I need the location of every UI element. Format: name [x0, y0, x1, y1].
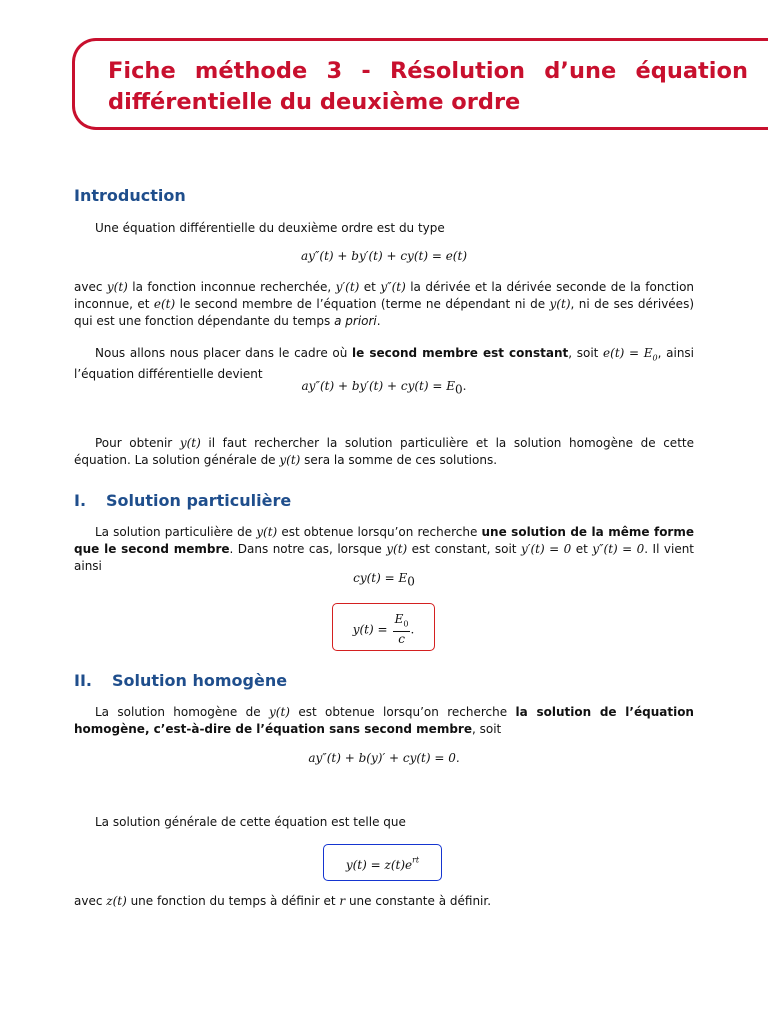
page-title — [108, 56, 748, 118]
equation-general — [74, 249, 694, 263]
equation-constant — [74, 379, 694, 396]
section-heading-introduction: Introduction — [74, 186, 186, 205]
title-line-2: différentielle du deuxième ordre — [108, 89, 521, 115]
italic-a-priori: a priori — [334, 314, 377, 328]
text-span: avec — [74, 894, 107, 908]
math-r: r — [339, 894, 346, 908]
text-span: La solution homogène de — [95, 705, 269, 719]
intro-paragraph-3 — [74, 345, 694, 383]
superscript-rt: rt — [412, 855, 420, 865]
text-span: une fonction du temps à définir et — [126, 894, 340, 908]
subscript-0: 0 — [652, 353, 658, 363]
math-e-equals-e0 — [603, 346, 658, 363]
intro-paragraph-1 — [74, 220, 694, 237]
section-number: I. — [74, 491, 87, 510]
text-span: et — [571, 542, 593, 556]
math-ypp-zero: y″(t) = 0 — [592, 542, 645, 556]
text-span: . Dans notre cas, lorsque — [229, 542, 387, 556]
text-span: Pour obtenir — [95, 436, 180, 450]
title-line-1: Fiche méthode 3 - Résolution d’une équation — [108, 58, 748, 84]
math-yt: y(t) — [179, 436, 201, 450]
text-span: est constant, soit — [407, 542, 521, 556]
text-span: La solution particulière de — [95, 525, 257, 539]
math-yt: y(t) — [549, 297, 571, 311]
fraction-numerator — [393, 612, 411, 632]
intro-paragraph-2 — [74, 279, 694, 330]
text-span: une constante à définir. — [345, 894, 492, 908]
numerator-e: E — [394, 612, 404, 626]
bold-constant-second-member: le second membre est constant — [352, 346, 569, 360]
text-span: est obtenue lorsqu’on recherche — [289, 705, 516, 719]
formula-text: y(t) = z(t)e — [345, 858, 413, 872]
section-heading-solution-homogene — [74, 671, 287, 690]
bold-homogeneous: la solution de l’équation homogène, c’est-à-dire de l’équation sans second membre — [74, 705, 694, 736]
equation-constant-text: ay″(t) + by′(t) + cy(t) = E — [301, 379, 455, 393]
section-heading-solution-particuliere — [74, 491, 291, 510]
text-span: sera la somme de ces solutions. — [300, 453, 498, 467]
text-span: , ainsi l’équation différentielle devient — [74, 346, 695, 382]
subscript-0: 0 — [403, 619, 409, 629]
section1-paragraph — [74, 524, 694, 575]
section-title: Solution homogène — [112, 671, 288, 690]
fraction-denominator: c — [398, 632, 405, 647]
math-yt: y(t) — [279, 453, 301, 467]
equation-homogeneous-text: ay″(t) + b(y)′ + cy(t) = 0. — [308, 751, 460, 765]
math-ypp: y″(t) — [380, 280, 406, 294]
text-span: Nous allons nous placer dans le cadre où — [95, 346, 353, 360]
text-span: et — [359, 280, 381, 294]
section-number: II. — [74, 671, 92, 690]
math-yt: y(t) — [256, 525, 278, 539]
text-span: . — [376, 314, 381, 328]
text-span: . Il vient ainsi — [74, 542, 695, 573]
text-span: , soit — [471, 722, 502, 736]
text-span: La solution générale de cette équation est telle que — [95, 815, 406, 829]
math-et: e(t) — [153, 297, 176, 311]
text-span: , ni de ses dérivées) qui est une fonction dépendante du temps — [74, 297, 694, 328]
section2-paragraph-2 — [74, 814, 694, 831]
text-span: le second membre de l’équation (terme ne dépendant ni de — [175, 297, 550, 311]
text-span: avec — [74, 280, 107, 294]
math-e-eq: e(t) = E — [603, 346, 653, 360]
math-yp: y′(t) — [335, 280, 360, 294]
text-span: la fonction inconnue recherchée, — [127, 280, 336, 294]
math-yp-zero: y′(t) = 0 — [520, 542, 572, 556]
result-box-homogeneous — [323, 844, 442, 881]
math-zt: z(t) — [106, 894, 127, 908]
subscript-0: 0 — [407, 574, 415, 589]
formula-lhs: y(t) = — [352, 622, 388, 637]
math-yt: y(t) — [268, 705, 290, 719]
text-span: est obtenue lorsqu’on recherche — [277, 525, 482, 539]
intro-paragraph-4 — [74, 435, 694, 469]
period: . — [462, 379, 467, 393]
equation-general-text: ay″(t) + by′(t) + cy(t) = e(t) — [301, 249, 467, 263]
equation-homogeneous — [74, 751, 694, 765]
text-span: il faut rechercher la solution particulière et la solution homogène de cette équation. La solution générale de — [74, 436, 694, 467]
result-formula — [324, 854, 441, 873]
fraction — [393, 612, 411, 646]
text-span: la dérivée et la dérivée seconde de la fonction inconnue, et — [74, 280, 695, 311]
result-formula — [333, 612, 434, 646]
period: . — [410, 622, 415, 637]
section-title: Solution particulière — [106, 491, 292, 510]
equation-cy-text: cy(t) = E — [353, 571, 408, 585]
result-box-particular — [332, 603, 435, 651]
subscript-0: 0 — [455, 382, 463, 397]
section2-paragraph-3 — [74, 893, 694, 910]
text-span: , soit — [568, 346, 604, 360]
section2-paragraph — [74, 704, 694, 738]
math-yt: y(t) — [386, 542, 408, 556]
intro-text-1: Une équation différentielle du deuxième ordre est du type — [95, 221, 445, 235]
math-yt: y(t) — [106, 280, 128, 294]
equation-cy-e0 — [74, 571, 694, 588]
bold-same-form: une solution de la même forme que le second membre — [74, 525, 694, 556]
